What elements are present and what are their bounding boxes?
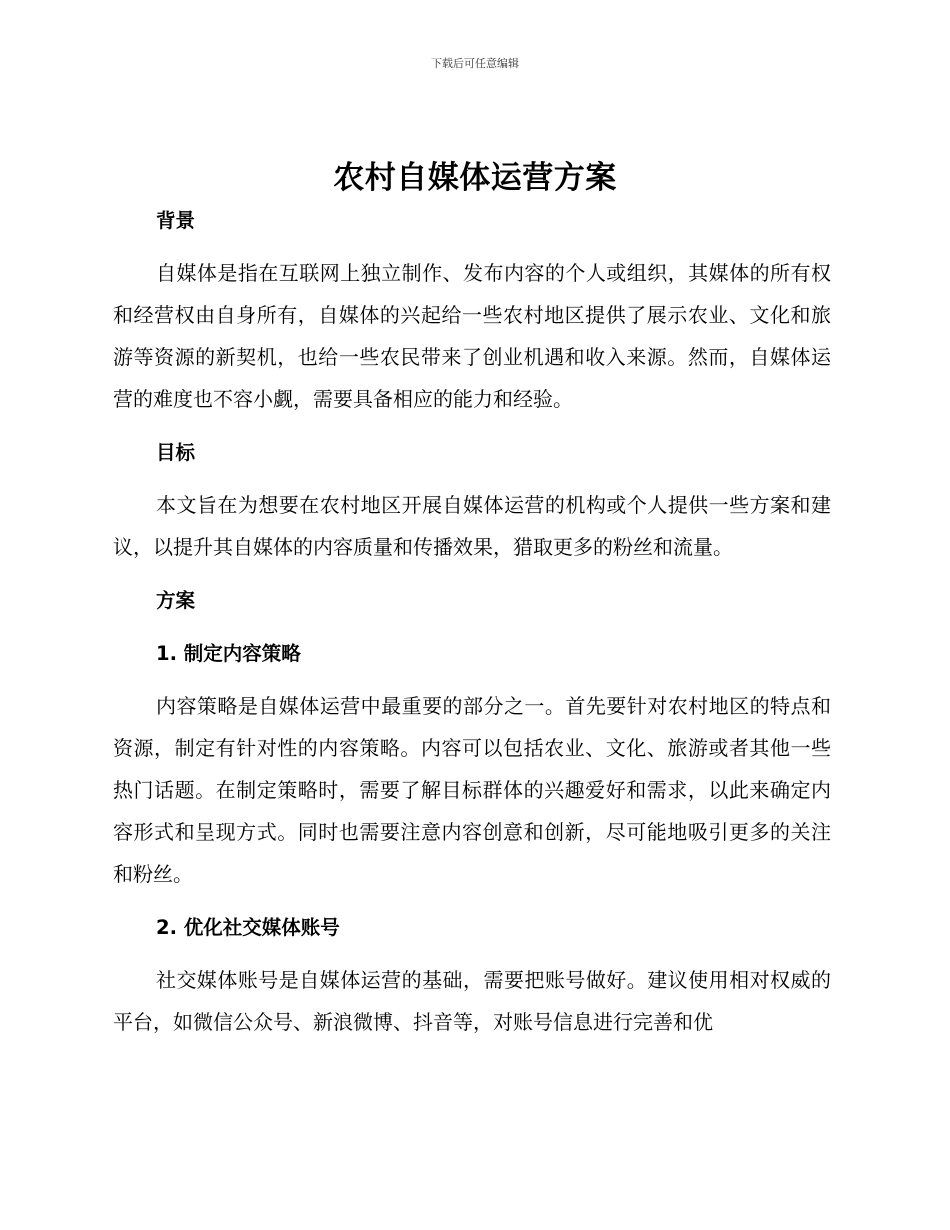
section-paragraph-background: 自媒体是指在互联网上独立制作、发布内容的个人或组织，其媒体的所有权和经营权由自身所有，自媒体的兴起给一些农村地区提供了展示农业、文化和旅游等资源的新契机，也给一些农民带来了创业机遇和收入来源。然而，自媒体运营的难度也不容小觑，需要具备相应的能力和经验。 (113, 261, 831, 411)
document-body (113, 201, 831, 1043)
section-heading-background: 背景 (156, 209, 196, 232)
section-heading-goal: 目标 (156, 441, 196, 464)
subsection-heading-social-accounts: 2. 优化社交媒体账号 (156, 916, 340, 939)
section-heading-plan: 方案 (156, 589, 196, 612)
subsection-paragraph-social-accounts: 社交媒体账号是自媒体运营的基础，需要把账号做好。建议使用相对权威的平台，如微信公众号、新浪微博、抖音等，对账号信息进行完善和优 (113, 968, 831, 1034)
section-paragraph-goal: 本文旨在为想要在农村地区开展自媒体运营的机构或个人提供一些方案和建议，以提升其自媒体的内容质量和传播效果，猎取更多的粉丝和流量。 (113, 493, 831, 559)
document-title: 农村自媒体运营方案 (333, 160, 617, 196)
subsection-heading-content-strategy: 1. 制定内容策略 (156, 642, 301, 665)
subsection-paragraph-content-strategy: 内容策略是自媒体运营中最重要的部分之一。首先要针对农村地区的特点和资源，制定有针对性的内容策略。内容可以包括农业、文化、旅游或者其他一些热门话题。在制定策略时，需要了解目标群体的兴趣爱好和需求，以此来确定内容形式和呈现方式。同时也需要注意内容创意和创新，尽可能地吸引更多的关注和粉丝。 (113, 694, 831, 886)
running-header: 下载后可任意编辑 (431, 57, 519, 70)
